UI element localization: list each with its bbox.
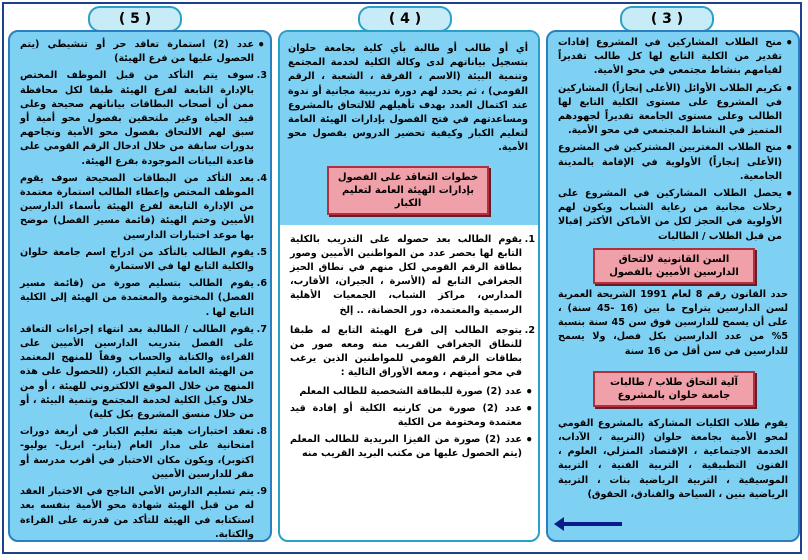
list-item: 9. يتم تسليم الدارس الأمي الناجح في الاختبار العقد له من قبل الهيئة شهادة محو الأمية بنفسه بعد استكتابه في الهيئة للتأكد من قدرته على القراءة والكتابة.	[20, 486, 267, 540]
benefits-list	[552, 36, 796, 244]
panel-page-5	[8, 30, 272, 542]
page-number-5: ( 5 )	[88, 6, 182, 32]
intro-section	[280, 32, 538, 225]
panel-page-3	[546, 30, 800, 542]
page-number-4: ( 4 )	[358, 6, 452, 32]
list-item: • منح الطلاب المغتربين المشتركين في المشروع (الأعلى إنجازاً) الأولوية في الإقامة بالمدينة الجامعية.	[558, 141, 782, 184]
intro-paragraph: أي أو طالب أو طالبة بأي كلية بجامعة حلوان بتسجيل بياناتهم لدى وكالة الكلية لخدمة المجتمع وتنمية البيئة (الاسم ، الفرقة ، الشعبة ، الرقم القومي) ، ثم يحدد لهم دورة تدريبية مجانية أو ندوة عند اكتمال العدد بهدف تأهيلهم للالتحاق بالمشروع ومساعدتهم في فتح الفصول بإدارات الهيئة العامة لتعليم الكبار وكيفية تحضير الدروس بفصول محو الأمية.	[288, 43, 528, 154]
list-item: • عدد (2) صورة للبطاقة الشخصية للطالب المعلم	[290, 385, 522, 399]
steps-list	[284, 233, 536, 381]
legal-age-heading: السن القانونية لالتحاق الدارسين الأميين بالفصول	[593, 248, 755, 284]
list-item: 3. سوف يتم التأكد من قبل الموظف المختص بالإدارة التابعة لفرع الهيئة طبقا لكل محافظة ممن أن أصحاب البطاقات بياناتهم صحيحة وعلى قيد الحياة وغير ملتحقين بفصول محو أمية أو سبق لهم الالتحاق بفصول محو الأمية ونجاحهم بدورات سابقة من خلال ادخال الرقم القومي على قاعدة البيانات الموجودة بفرع الهيئة.	[20, 70, 267, 167]
list-item: • عدد (2) صورة من الفيزا البريدية للطالب المعلم (يتم الحصول عليها من مكتب البريد القريب منه	[290, 433, 522, 461]
list-item: • منح الطلاب المشاركين في المشروع إفادات تقدير من الكلية التابع لها كل طالب تقديراً لقيامهم بنشاط مجتمعي في محو الأمية.	[558, 36, 782, 79]
list-item: 4. بعد التأكد من البطاقات الصحيحة سوف يقوم الموظف المختص وإعطاء الطالب استمارة معتمدة من الإدارة التابعة لفرع الهيئة بأسماء الدارسين الأميين وختم الهيئة (قائمة مسير الفصل) موضح بها موعد اختبارات الدارسين	[20, 172, 267, 241]
panel-page-4	[278, 30, 540, 542]
list-item: • عدد (2) صورة من كارنيه الكلية أو إفادة قيد معتمدة ومختومة من الكلية	[290, 402, 522, 430]
list-item: 1. يقوم الطالب بعد حصوله على التدريب بالكلية التابع لها بحصر عدد من المواطنين الأميين وصور بطاقة الرقم القومي لكل منهم في نطاق الحيز الجغرافي التابع له (الأسرة ، الجيران، الأقارب، المدارس، مراكز الشباب، الجمعيات الأهلية الرسمية والمعتمدة، دور الحضانة، .. إلخ	[290, 233, 535, 316]
list-item: 2. يتوجه الطالب إلى فرع الهيئة التابع له طبقا للنطاق الجغرافي القريب منه ومعه صور من بطاقات الرقم القومي للمواطنين الذين يرغب في محو أميتهم ، ومعه الأوراق التالية :	[290, 324, 535, 379]
list-item: • يحصل الطلاب المشاركين في المشروع على رحلات مجانية من رعاية الشباب ويكون لهم الأولوية في الحجز لكل من الأماكن الأكثر إقبالا من قبل الطلاب / الطالبات	[558, 187, 782, 244]
list-item: 5. يقوم الطالب بالتأكد من ادراج اسم جامعة حلوان والكلية التابع لها في الاستمارة	[20, 246, 267, 273]
list-item: 6. يقوم الطالب بتسليم صورة من (قائمة مسير الفصل) المختومة والمعتمدة من الهيئة إلى الكلية التابع لها .	[20, 278, 267, 318]
list-item: 7. يقوم الطالب / الطالبة بعد انتهاء إجراءات التعاقد على الفصل بتدريب الدارسين الأميين على القراءة والكتابة والحساب وفقاً للمنهج المعتمد من الهيئة العامة لتعليم الكبار، (للحصول على هذه المنهج من خلال الموقع الالكتروني للهيئة ، أو من خلال وكيل الكلية لخدمة المجتمع وتنمية البيئة ، أو من خلال منسق المشروع بكل كلية)	[20, 323, 267, 421]
law-paragraph: حدد القانون رقم 8 لعام 1991 الشريحة العمرية لسن الدارسين يتراوح ما بين (16 -45 سنة) ، على أن يسمح للدارسين فوق سن 45 سنة بنسبة 5% من عدد الدارسين بكل فصل، ولا يسمح للدارسين في سن أقل من 16 سنة	[558, 288, 788, 357]
documents-list	[284, 385, 536, 462]
steps-list	[14, 69, 268, 542]
arrow-left-icon	[562, 522, 622, 526]
page-number-3: ( 3 )	[620, 6, 714, 32]
contract-steps-heading: خطوات التعاقد على الفصول بإدارات الهيئة العامة لتعليم الكبار	[327, 166, 489, 215]
faculties-paragraph: يقوم طلاب الكليات المشاركة بالمشروع القومي لمحو الأمية بجامعة حلوان (التربية ، الآداب، الخدمة الاجتماعية ، الإقتصاد المنزلي، العلوم ، الفنون التطبيقية ، التربية الفنية ، التربية الموسيقية ، التربية الرياضية بنات ، التربية الرياضية بنين ، السياحة والفنادق، الحقوق)	[558, 417, 788, 500]
form-list	[14, 38, 268, 66]
list-item: • تكريم الطلاب الأوائل (الأعلى إنجازاً) المشاركين في المشروع على مستوى الكلية التابع لها الطالب وعلى مستوى الجامعة تقديراً لجهودهم المتميز في النشاط المجتمعي في محو الأمية.	[558, 82, 782, 139]
list-item: 8. تعقد اختبارات هيئة تعليم الكبار في أربعة دورات امتحانية على مدار العام (يناير- ابريل- يوليو- اكتوبر)، ويكون مكان الاختبار في أقرب مدرسة أو مقر للدارسين الأميين	[20, 426, 267, 480]
list-item: • عدد (2) استمارة تعاقد حر أو تنشيطي (يتم الحصول عليها من فرع الهيئة)	[20, 38, 254, 66]
enrollment-heading: آلية التحاق طلاب / طالبات جامعة حلوان بالمشروع	[593, 371, 755, 407]
